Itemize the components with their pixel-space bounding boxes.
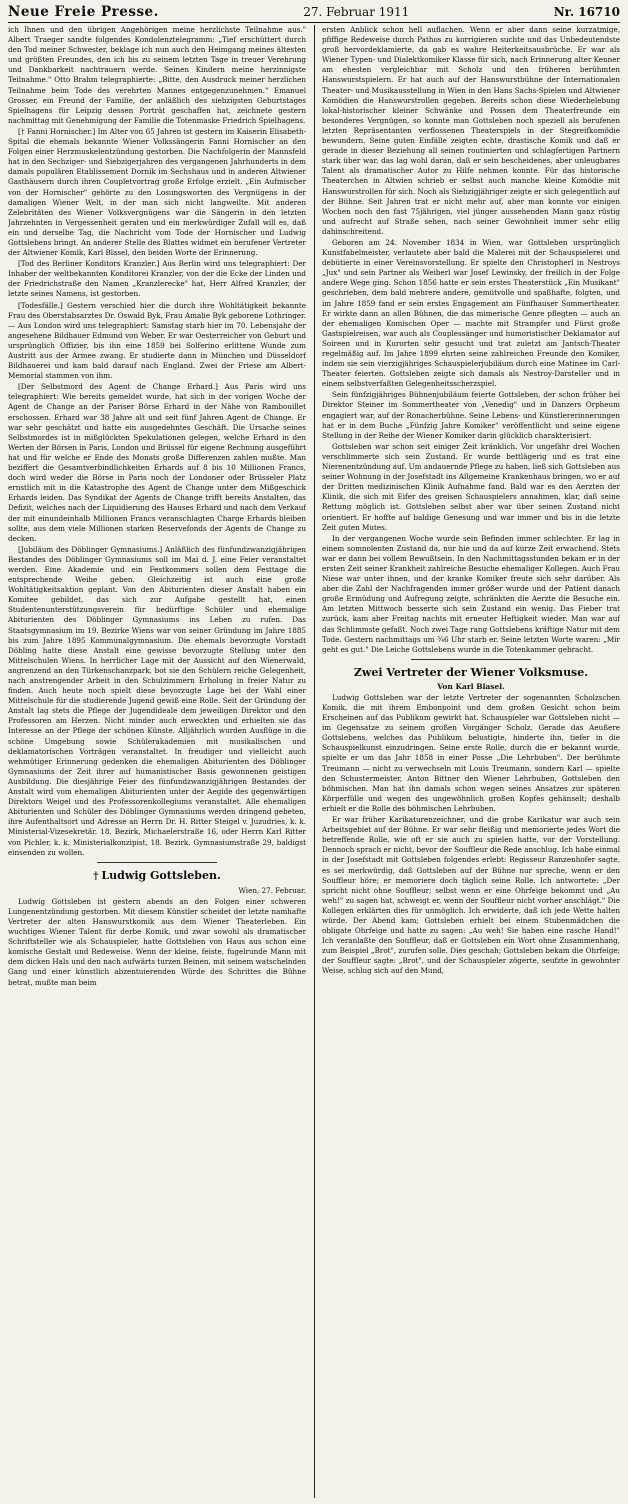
gottsleben-illness-paragraph: Gottsleben war schon seit einiger Zeit kränklich. Vor ungefähr drei Wochen verschlimmerte sich sein Zustand. Er wurde bettlägerig und es trat eine Nierenentzündung auf. Um andauernde Pflege zu haben, ließ sich Gottsleben aus seiner Wohnung in der Josefstadt ins Allgemeine Krankenhaus bringen, wo er auf der Dritten medizinischen Klinik Aufnahme fand. Bald war es den Aerzten der Klinik, die sich mit Eifer des greisen Schauspielers annahmen, klar, daß seine Rettung möglich ist. Gottsleben selbst aber war über seinen Zustand nicht orientiert. Er hoffte auf baldige Genesung und war immer und bis in die letzte Zeit guten Mutes. [322,441,620,532]
gottsleben-jubilee-paragraph: Sein fünfzigjähriges Bühnenjubiläum feierte Gottsleben, der schon früher bei Direktor Steiner im Sommertheater von „Venedig" und in Danzers Orpheum engagiert war, auf der Ronacherbühne. Seine Lebens- und Künstlererinnerungen hat er in dem Buche „Fünfzig Jahre Komiker" veröffentlicht und seine eigene Stellung in der Reihe der Wiener Komiker darin glücklich charakterisiert. [322,390,620,440]
hornischer-obituary-paragraph: [† Fanni Hornischer.] Im Alter von 65 Jahren ist gestern im Kaiserin Elisabeth-Spital die ehemals bekannte Wiener Volkssängerin Fanni Hornischer an den Folgen einer Herzmuskelentzündung gestorben. Die Nachfolgerin der Mannsfeld hat in den Sechziger- und Siebzigerjahren des vergangenen Jahrhunderts in dem damals populären Etablissement Dornik im Sechshaus und in anderen Altwiener Gasthäusern durch ihren Coupletvortrag große Erfolge erzielt. „Ein Aufmischer von der Hornischer" gehörte zu den Losungsworten des Vergnügens in der damaligen Wiener Welt, in der man sich nicht langweilte. Mit anderen Zelebritäten des Wiener Volksvergnügens war die Sängerin in den letzten Jahrzehnten in Vergessenheit geraten und ein merkwürdiger Zufall will es, daß ein und derselbe Tag, die Nachricht vom Tode der Hornischer und Ludwig Gottslebens bringt. An anderer Stelle des Blattes widmet ein berufener Vertreter der Altwiener Komik, Karl Blasel, den beiden Worte der Erinnerung. [8,126,306,258]
deaths-paragraph: [Todesfälle.] Gestern verschied hier die durch ihre Wohltätigkeit bekannte Frau des Oberstabsarztes Dr. Oswald Byk, Frau Amalie Byk geborene Lothringer. — Aus London wird uns telegraphiert: Samstag starb hier im 70. Lebensjahr der angesehene Bildhauer Edmund von Weber. Er war Oesterreicher von Geburt und ursprünglich Offizier, bis ihn eine 1859 bei Solferino erlittene Wunde zum Austritt aus der Armee zwang. Er studierte dann in München und Düsseldorf Bildhauerei und kam bald darauf nach England. Zwei der Friese am Albert-Memorial stammen von ihm. [8,300,306,381]
obituary-title: Ludwig Gottsleben. [101,868,221,882]
gottsleben-continuation-paragraph: ersten Anblick schon hell auflachen. Wenn er aber dann seine kurzatmige, pfiffige Redeweise durch Pathos zu korrigieren suchte und das Unbedeutendste groß hervordeklamierte, da gab es wahre Heiterkeitsausbrüche. Er war als Wiener Typen- und Dialektkomiker Klasse für sich, nach Erinnerung alter Kenner am ehesten vergleichbar mit Scholz und den früheren berühmten Hanswurstspielern. Er hat auch auf der Hanswurstbühne der Internationalen Theater- und Musikausstellung in Wien in den Hans Sachs-Spielen und Altwiener Komödien die Hanswurstrollen gegeben. Bereits schon diese Wiederbelebung lokal-historischer kleiner Schwänke und Possen dem Theaterfreunde ein besonderes Vergnügen, so konnte man Gottsleben noch speziell als berufenen letzten Repräsentanten verflossenen Theaterspiels in der Stegreifkomödie bewundern. Seine guten Einfälle zeigten echte, drastische Komik und daß er gerade in dieser Beziehung all seinen routinierten und schlagfertigen Partnern stark über war, das lag wohl daran, daß er sein bescheidenes, aber unleugbares Talent als dramatischer Autor zu Hilfe nehmen konnte. Für das historische Theaterchen in Altwien schrieb er selbst auch manche kleine Komödie mit Hanswurstrollen für sich. Noch als Siebzigjähriger zeigte er sich gelegentlich auf der Bühne. Seit Jahren trat er nicht mehr auf, aber man konnte vor einigen Wochen noch den fast 75jährigen, viel jünger aussehenden Mann ganz rüstig und aufrecht auf Straße sehen, nach seiner Gewohnheit immer sehr eilig dahinschreitend. [322,25,620,236]
divider [411,659,530,660]
kranzler-death-paragraph: [Tod des Berliner Konditors Kranzler.] Aus Berlin wird uns telegraphiert: Der Inhaber der weltbekannten Konditorei Kranzler, von der die Ecke der Linden und der Friedrichstraße den Namen „Kranzlerecke" hat, Herr Alfred Kranzler, der letzte seines Namens, ist gestorben. [8,259,306,299]
obituary-dateline: Wien, 27. Februar. [238,885,306,895]
gottsleben-last-days-paragraph: In der vergangenen Woche wurde sein Befinden immer schlechter. Er lag in einem somnolenten Zustand da, nur hie und da auf kurze Zeit erwachend. Stets war er dann bei vollem Bewußtsein. In den Nachmittagsstunden bekam er in der ersten Zeit seiner Krankheit zahlreiche Besuche ehemaliger Kollegen. Auch Frau Niese war unter ihnen, und der kranke Komiker freute sich sehr darüber. Als aber die Zahl der Nachfragenden immer größer wurde und der Patient danach große Ermüdung und Aufregung zeigte, schränkten die Aerzte die Besuche ein. Am letzten Mittwoch besserte sich sein Zustand ein wenig. Das Fieber trat zurück, kam aber Freitag nachts mit erneuter Heftigkeit wieder. Man war auf das Schlimmste gefaßt. Noch zwei Tage rang Gottslebens kräftige Natur mit dem Tode. Gestern nachmittags um ¾6 Uhr starb er. Seine letzten Worte waren: „Mir geht es gut." Die Leiche Gottslebens wurde in die Totenkammer gebracht. [322,533,620,654]
erhard-suicide-paragraph: [Der Selbstmord des Agent de Change Erhard.] Aus Paris wird uns telegraphiert: Wie bereits gemeldet wurde, hat sich in der vorigen Woche der Agent de Change an der Pariser Börse Erhard in der Nähe von Rambouillet erschossen. Erhard war 38 Jahre alt und seit fünf Jahren Agent de Change. Er war sehr geschätzt und hatte ein ausgedehntes Geschäft. Die Ursache seines Selbstmordes ist in mißglückten Spekulationen gelegen, welche Erhard in den Werten der Börsen in Paris, London und Brüssel für eigene Rechnung ausgeführt hat und für welche er Ende des Monats große Differenzen zahlen mußte. Man beziffert die Gesamtverbindlichkeiten Erhards auf 8 bis 10 Millionen Francs, doch wird weder die Börse in Paris noch der Londoner oder Brüsseler Platz ernstlich mit in die Katastrophe des Agent de Change unter dem Mißgeschick Erhards leiden. Das Syndikat der Agents de Change trifft bereits Anstalten, das Defizit, welches nach der Liquidierung des Hauses Erhard und nach dem Verkauf der mit einundeinhalb Millionen Francs veranschlagten Charge Erhards bleiben sollte, aus dem viele Millionen starken Reservefonds der Agents de Change zu decken. [8,382,306,543]
column-rule [314,25,315,1498]
gottsleben-obituary-paragraph: Ludwig Gottsleben ist gestern abends an den Folgen einer schweren Lungenentzündung gestorben. Mit diesem Künstler scheidet der letzte namhafte Vertreter der alten Hanswurstkomik aus dem Wiener Theaterleben. Ein wuchtiges Wiener Talent für derbe Komik, und zwar sowohl als dramatischer Schriftsteller wie als Schauspieler, hatte Gottsleben von Haus aus schon eine komische Gestalt und Redeweise. Wenn der kleine, feiste, fugelrunde Mann mit dem dicken Hals und den nach aufwärts turzen Beinen, mit seinem watschelnden Gang und einer künstlich abzentuierenden Würde des Schrittes die Bühne betrat, mußte man beim [8,896,306,987]
issue-date: 27. Februar 1911 [303,5,410,19]
article-headline: Zwei Vertreter der Wiener Volksmuse. [353,665,589,679]
blasel-anecdote-paragraph: Er war früher Karikaturenzeichner, und die grobe Karikatur war auch sein Arbeitsgebiet auf der Bühne. Er war sehr fleißig und memorierte jedes Wort die betreffende Rolle, wie oft er sie auch zu spielen hatte, vor der Vorstellung. Dennoch sprach er nicht, bevor der Souffleur die Rede anschlug. Ich habe einmal in der Josefstadt mit Gottsleben folgendes erlebt: Regisseur Ranzenhofer sagte, es sei merkwürdig, daß Gottsleben auf der Bühne nur spreche, wenn er den Souffleur höre; er memoriere doch täglich seine Rolle. Ich antwortete: „Der spricht nicht ohne Souffleur; selbst wenn er eine Ohrfeige bekommt und „Au weh!" zu sagen hat, schweigt er, wenn der Souffleur nicht vorher anschlägt." Die Kollegen erklärten dies für unmöglich. Ich erwiderte, daß ich jede Wette halten würde. Der Abend kam; Gottsleben erhielt bei einem Stubenmädchen die obligate Ohrfeige und hatte zu sagen: „Au weh! Sie haben eine rasche Hand!" Ich veranlaßte den Souffleur, daß er Gottsleben ein Wort ohne Zusammenhang, zum Beispiel „Brot", zurufen solle. Dies geschah; Gottsleben bekam die Ohrfeige; der Souffleur sagte: „Brot", und der Schauspieler zögerte, seufzte in gewohnter Weise, schlug sich auf den Mund, [322,815,620,976]
spielhagen-condolences-paragraph: ich Ihnen und den übrigen Angehörigen meine herzlichste Teilnahme aus." Albert Traeger sandte folgendes Kondolenztelegramm: „Tief erschüttert durch den Tod meiner Schwester, beklage ich nun auch den Heimgang meines ältesten und größten Freundes, den ich bis zu seinem letzten Tage in treuer Verehrung und Dankbarkeit nachtrauern werde. Seinen Kindern meine herzinnigste Teilnahme." Otto Brahm telegraphierte: „Bitte, den Ausdruck meiner herzlichen Teilnahme beim Tode des verehrten Mannes entgegenzunehmen." Emanuel Grosser, ein Freund der Familie, der anläßlich des siebzigsten Geburtstages Spielhagens für Leipzig dessen Porträt geschaffen hat, zeichnete gestern nachmittag mit Genehmigung der Familie die Totenmaske Friedrich Spielhagens. [8,25,306,125]
cross-icon: † [93,870,99,882]
masthead [8,4,620,23]
newspaper-name: Neue Freie Presse. [8,4,159,20]
doeblinger-gymnasium-paragraph: [Jubiläum des Döblinger Gymnasiums.] Anläßlich des fünfundzwanzigjährigen Bestandes des Döblinger Gymnasiums soll im Mai d. J. eine Feier veranstaltet werden. Eine Akademie und ein Festkommers sollen dem Festtage die entsprechende Weihe geben. Gleichzeitig ist auch eine große Wohltätigkeitsaktion geplant. Von den Abiturienten dieser Anstalt haben ein Komitee gebildet, das sich zur Aufgabe gestellt hat, einen Studentenunterstützungsverein für bedürftige Schüler und ehemalige Abiturienten des Döblinger Gymnasiums ins Leben zu rufen. Das Staatsgymnasium im 19. Bezirke Wiens war von seiner Gründung im Jahre 1885 bis zum Jahre 1895 Kommunalgymnasium. Die ehemals bevorzugte Vorstadt Döbling hatte diese Anstalt eine gewisse bevorzugte Stellung unter den Mittelschulen Wiens. In herrlicher Lage mit der Aussicht auf den Wienerwald, angrenzend an den Türkenschanzpark, bot sie den Schülern reiche Gelegenheit, nach anstrengender Arbeit in den Schulzimmern Erholung in freier Natur zu finden. Auch heute noch spielt diese bevorzugte Lage bei der Wahl einer Mittelschule für die studierende Jugend gewiß eine Rolle. Seit der Gründung der Anstalt lag stets die Pflege der Jugendideale dem jeweiligen Direktor und den Professoren am Herzen. Nicht minder auch erweckten und erhielten sie das Interesse an der Pflege der schönen Künste. Alljährlich wurden Ausflüge in die schöne Umgebung sowie Schülerakademien mit musikalischen und deklamatorischen Vorträgen veranstaltet. In freudiger und vielleicht auch wehmütiger Erinnerung gedenken die ehemaligen Abiturienten des Döblinger Gymnasiums der Zeit ihrer auf humanistischer Basis gewonnenen geistigen Ausbildung. Die diesjährige Feier des fünfundzwanzigjährigen Bestandes der Anstalt wird vom ehemaligen Abiturienten unter der Aegide des gegenwärtigen Direktors Weigel und des Professorenkollegiums veranstaltet. Alle ehemaligen Abiturienten und Schüler des Döblinger Gymnasiums werden dringend gebeten, ihre Aufenthaltsort und Adresse an Herrn Dr. H. Ritter Steigel v. Juzudries, k. k. Ministerial-Vizesekretär, 18. Bezirk, Michaelerstraße 16, oder Herrn Karl Ritter von Pichler, k. k. Ministerialkonzipist, 18. Bezirk, Gymnasiumstraße 29, baldigst einsenden zu wollen. [8,544,306,857]
left-column [8,25,306,1498]
issue-number: Nr. 16710 [553,5,620,19]
right-column [322,25,620,1498]
article-byline: Von Karl Blasel. [437,681,505,691]
blasel-article-paragraph: Ludwig Gottsleben war der letzte Vertreter der sogenannten Scholzschen Komik, die mit ihrem Embonpoint und dem großen Gesicht schon beim Erscheinen auf das Publikum gewirkt hat. Schauspieler war Gottsleben nicht — im Gegensatze zu seinem großen Vorgänger Scholz. Gerade das Aeußere Gottslebens, welches das Publikum belustigte, hinderte ihn, tiefer in die Schauspielkunst einzudringen. Seine erste Rolle, durch die er bekannt wurde, spielte er um das Jahr 1858 in einer Posse „Die Lehrbuben". Der berühmte Treumann — nicht zu verwechseln mit Louis Treumann, sondern Karl — spielte den Schustermeister, Anton Bittner den Wiener Lehrbuben, Gottsleben den böhmischen. Man hat ihn damals schon wegen seines Ansatzes zur späteren Körperfülle und wegen des ungewöhnlich großen Kopfes gehänselt; deshalb erhielt er die Rolle des böhmischen Lehrbuben. [322,692,620,813]
obituary-headline [8,869,306,884]
divider [97,862,216,863]
gottsleben-biography-paragraph: Geboren am 24. November 1834 in Wien, war Gottsleben ursprünglich Kunstfabelmeister, verlautete aber bald die Malerei mit der Schauspielerei und debütierte in einer Vereinsvorstellung. Er spielte den Christopherl in Nestroys „Jux" und sein Partner als Weiberl war Josef Lewinsky, der freilich in der Folge andere Wege ging. Schon 1856 hatte er sein erstes Theaterstück „Ein Musikant" geschrieben, dem bald mehrere andere, gemütvolle und spaßhafte, folgten, und im Jahre 1859 fand er sein erstes Engagement am Fünfhauser Sommertheater. Er wirkte dann an allen Bühnen, die das mimerische Genre pflegten — auch an der ehemaligen Komischen Oper — machte mit Strampfer und Fürst große Gastspielreisen, war auch als Couplessänger und humoristischer Deklamator auf Soireen und in Kurorten sehr gesucht und trat zuletzt am Jantsch-Theater regelmäßig auf. Im Jahre 1899 ehrten seine zahlreichen Freunde den Komiker, indem sie sein vierzigjähriges Schauspielerjubiläum durch eine Matinee im Carl-Theater feierten. Gottsleben zeigte sich damals als Nestroy-Darsteller und in einem selbstverfaßten Gelegenheitsscherzspiel. [322,237,620,389]
